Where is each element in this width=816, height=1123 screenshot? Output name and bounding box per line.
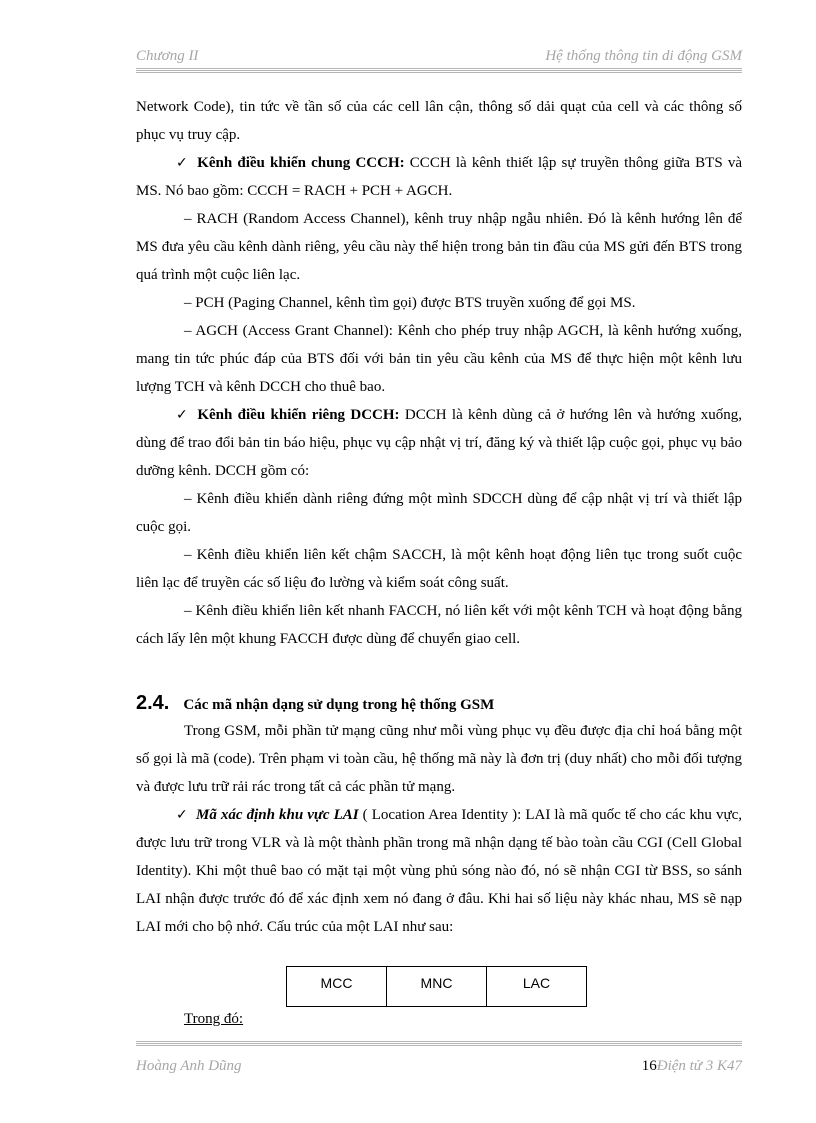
table-cell-mcc: MCC xyxy=(287,967,387,1007)
footer-author: Hoàng Anh Dũng xyxy=(136,1058,242,1074)
page-number: 16 xyxy=(641,1058,657,1074)
footer-right xyxy=(642,1058,742,1075)
header-rule xyxy=(136,68,742,73)
footer-rule xyxy=(136,1041,742,1046)
table-cell-mnc: MNC xyxy=(387,967,487,1007)
header-title: Hệ thống thông tin di động GSM xyxy=(545,48,742,64)
paragraph-gsm-codes: Trong GSM, mỗi phần tử mạng cũng như mỗi vùng phục vụ đều được địa chỉ hoá bằng một số gọi là mã (code). Trên phạm vi toàn cầu, hệ thống mã này là đơn trị (duy nhất) cho mỗi đối tượng và được lưu trữ rải rác trong tất cả các phần tử mạng. xyxy=(136,723,742,795)
check-icon: ✓ xyxy=(176,155,190,171)
table-cell-lac: LAC xyxy=(487,967,587,1007)
paragraph-ccch xyxy=(136,149,742,205)
page-header xyxy=(136,48,742,65)
paragraph-agch: – AGCH (Access Grant Channel): Kênh cho phép truy nhập AGCH, là kênh hướng xuống, mang tin tức phúc đáp của BTS đối với bản tin yêu cầu kênh của MS để thực hiện một kênh lưu lượng TCH và kênh DCCH cho thuê bao. xyxy=(136,323,742,395)
paragraph-sdcch: – Kênh điều khiển dành riêng đứng một mình SDCCH dùng để cập nhật vị trí và thiết lập cuộc gọi. xyxy=(136,491,742,535)
paragraph-rach: – RACH (Random Access Channel), kênh truy nhập ngẫu nhiên. Đó là kênh hướng lên để MS đưa yêu cầu kênh dành riêng, yêu cầu này thể hiện trong bản tin đầu của MS gửi đến BTS trong quá trình một cuộc liên lạc. xyxy=(136,211,742,283)
paragraph-network-code: Network Code), tin tức về tần số của các cell lân cận, thông số dải quạt của cell và các thông số phục vụ truy cập. xyxy=(136,99,742,143)
trong-do-label: Trong đó: xyxy=(184,1011,244,1027)
page-footer xyxy=(136,1058,742,1075)
section-heading xyxy=(136,689,742,719)
ccch-term: Kênh điều khiển chung CCCH: xyxy=(197,155,405,171)
check-icon: ✓ xyxy=(176,807,189,823)
lai-term: Mã xác định khu vực LAI xyxy=(196,807,359,823)
paragraph-sacch: – Kênh điều khiển liên kết chậm SACCH, là một kênh hoạt động liên tục trong suốt cuộc liên lạc để truyền các số liệu đo lường và kiểm soát công suất. xyxy=(136,547,742,591)
dcch-text: DCCH là kênh dùng cả ở hướng lên và hướng xuống, dùng để trao đổi bản tin báo hiệu, phục vụ cập nhật vị trí, đăng ký và thiết lập cuộc gọi, phục vụ bảo dưỡng kênh. DCCH gồm có: xyxy=(136,407,743,479)
footer-class: Điện tử 3 K47 xyxy=(656,1058,742,1074)
table-row xyxy=(287,967,587,1007)
check-icon: ✓ xyxy=(176,407,190,423)
ccch-text: CCCH là kênh thiết lập sự truyền thông giữa BTS và MS. Nó bao gồm: CCCH = RACH + PCH + AGCH. xyxy=(136,155,743,199)
paragraph-facch: – Kênh điều khiển liên kết nhanh FACCH, nó liên kết với một kênh TCH và hoạt động bằng cách lấy lên một khung FACCH được dùng để chuyển giao cell. xyxy=(136,603,742,647)
paragraph-dcch xyxy=(136,401,742,485)
dcch-term: Kênh điều khiển riêng DCCH: xyxy=(197,407,400,423)
lai-text: ( Location Area Identity ): LAI là mã quốc tế cho các khu vực, được lưu trữ trong VLR và là một thành phần trong mã nhận dạng tế bào toàn cầu CGI (Cell Global Identity). Khi một thuê bao có mặt tại một vùng phủ sóng nào đó, nó sẽ nhận CGI từ BSS, so sánh LAI nhận được trước đó để xác định xem nó đang ở đâu. Khi hai số liệu này khác nhau, MS sẽ nạp LAI mới cho bộ nhớ. Cấu trúc của một LAI như sau: xyxy=(136,807,742,935)
section-number: 2.4. xyxy=(136,692,170,714)
lai-structure-table xyxy=(286,966,587,1007)
paragraph-lai xyxy=(136,801,742,941)
section-title: Các mã nhận dạng sử dụng trong hệ thống GSM xyxy=(183,697,495,713)
paragraph-pch: – PCH (Paging Channel, kênh tìm gọi) được BTS truyền xuống để gọi MS. xyxy=(184,295,636,311)
header-chapter: Chương II xyxy=(136,48,199,64)
